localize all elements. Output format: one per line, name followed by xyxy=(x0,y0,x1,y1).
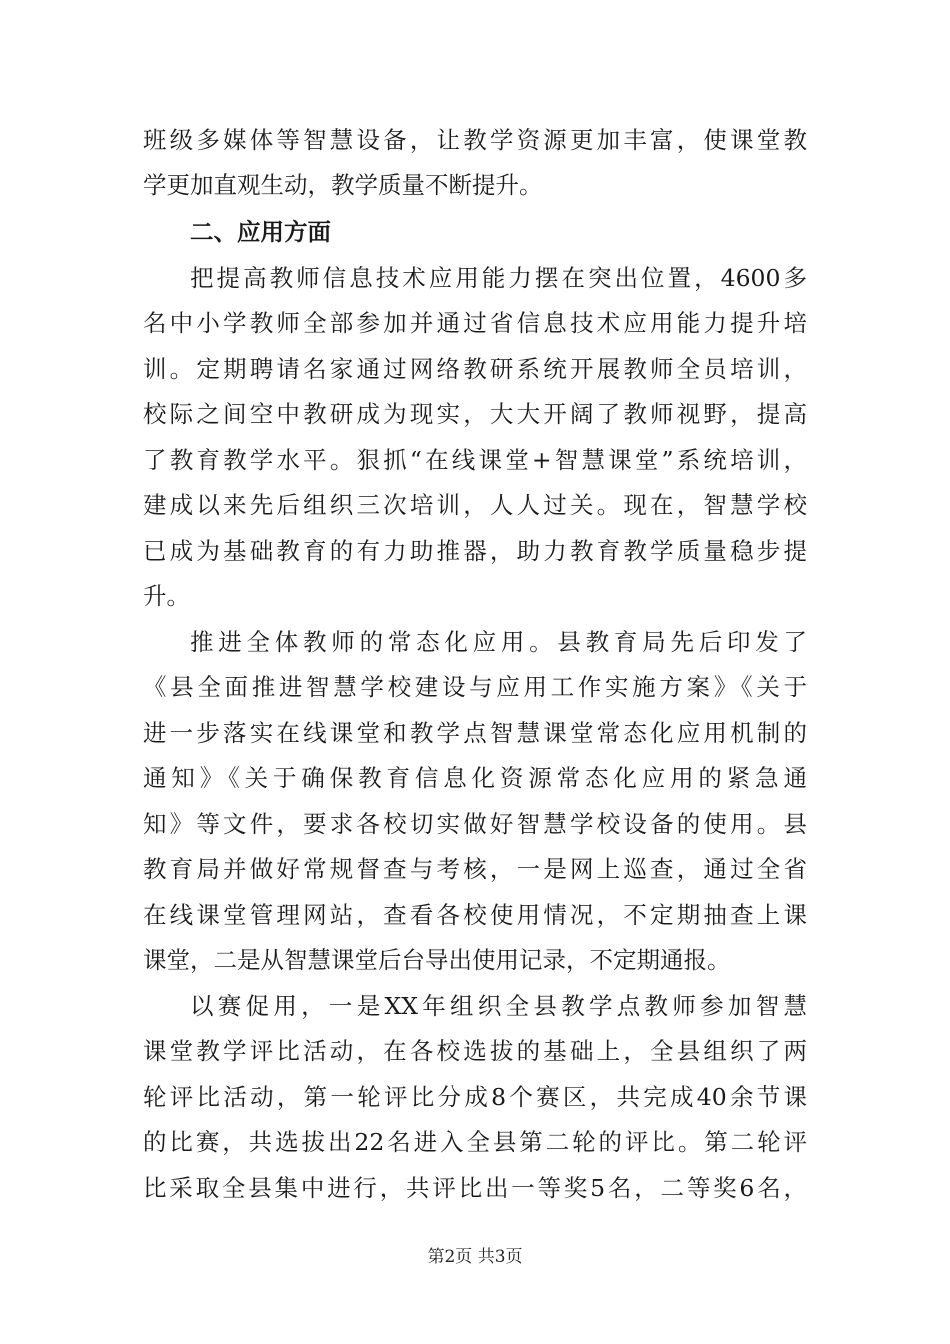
section-heading: 二、应用方面 xyxy=(190,218,331,246)
text-line: 以赛促用，一是XX年组织全县教学点教师参加智慧 xyxy=(190,992,807,1020)
page-number: 第2页 共3页 xyxy=(427,1247,523,1267)
text-line: 在线课堂管理网站，查看各校使用情况，不定期抽查上课 xyxy=(143,901,807,929)
text-line: 教育局并做好常规督查与考核，一是网上巡查，通过全省 xyxy=(143,855,807,883)
text-line: 名中小学教师全部参加并通过省信息技术应用能力提升培 xyxy=(143,309,807,337)
text-line: 比采取全县集中进行，共评比出一等奖5名，二等奖6名， xyxy=(143,1174,807,1202)
text-line: 进一步落实在线课堂和教学点智慧课堂常态化应用机制的 xyxy=(143,719,807,747)
text-line: 的比赛，共选拔出22名进入全县第二轮的评比。第二轮评 xyxy=(143,1128,807,1156)
text-line: 轮评比活动，第一轮评比分成8个赛区，共完成40余节课 xyxy=(143,1083,807,1111)
text-line: 班级多媒体等智慧设备，让教学资源更加丰富，使课堂教 xyxy=(143,126,807,154)
text-line: 课堂，二是从智慧课堂后台导出使用记录，不定期通报。 xyxy=(143,946,731,974)
text-line: 推进全体教师的常态化应用。县教育局先后印发了 xyxy=(190,628,807,656)
text-line: 通知》《关于确保教育信息化资源常态化应用的紧急通 xyxy=(143,764,807,792)
text-line: 了教育教学水平。狠抓“在线课堂+智慧课堂”系统培训， xyxy=(143,446,807,474)
text-line: 《县全面推进智慧学校建设与应用工作实施方案》《关于 xyxy=(143,673,807,701)
text-line: 训。定期聘请名家通过网络教研系统开展教师全员培训， xyxy=(143,355,807,383)
text-line: 学更加直观生动，教学质量不断提升。 xyxy=(143,171,543,199)
text-line: 课堂教学评比活动，在各校选拔的基础上，全县组织了两 xyxy=(143,1037,807,1065)
text-line: 升。 xyxy=(143,582,190,610)
text-line: 校际之间空中教研成为现实，大大开阔了教师视野，提高 xyxy=(143,400,807,428)
text-line: 建成以来先后组织三次培训，人人过关。现在，智慧学校 xyxy=(143,491,807,519)
text-line: 把提高教师信息技术应用能力摆在突出位置，4600多 xyxy=(190,264,807,292)
text-line: 知》等文件，要求各校切实做好智慧学校设备的使用。县 xyxy=(143,810,807,838)
text-line: 已成为基础教育的有力助推器，助力教育教学质量稳步提 xyxy=(143,537,807,565)
